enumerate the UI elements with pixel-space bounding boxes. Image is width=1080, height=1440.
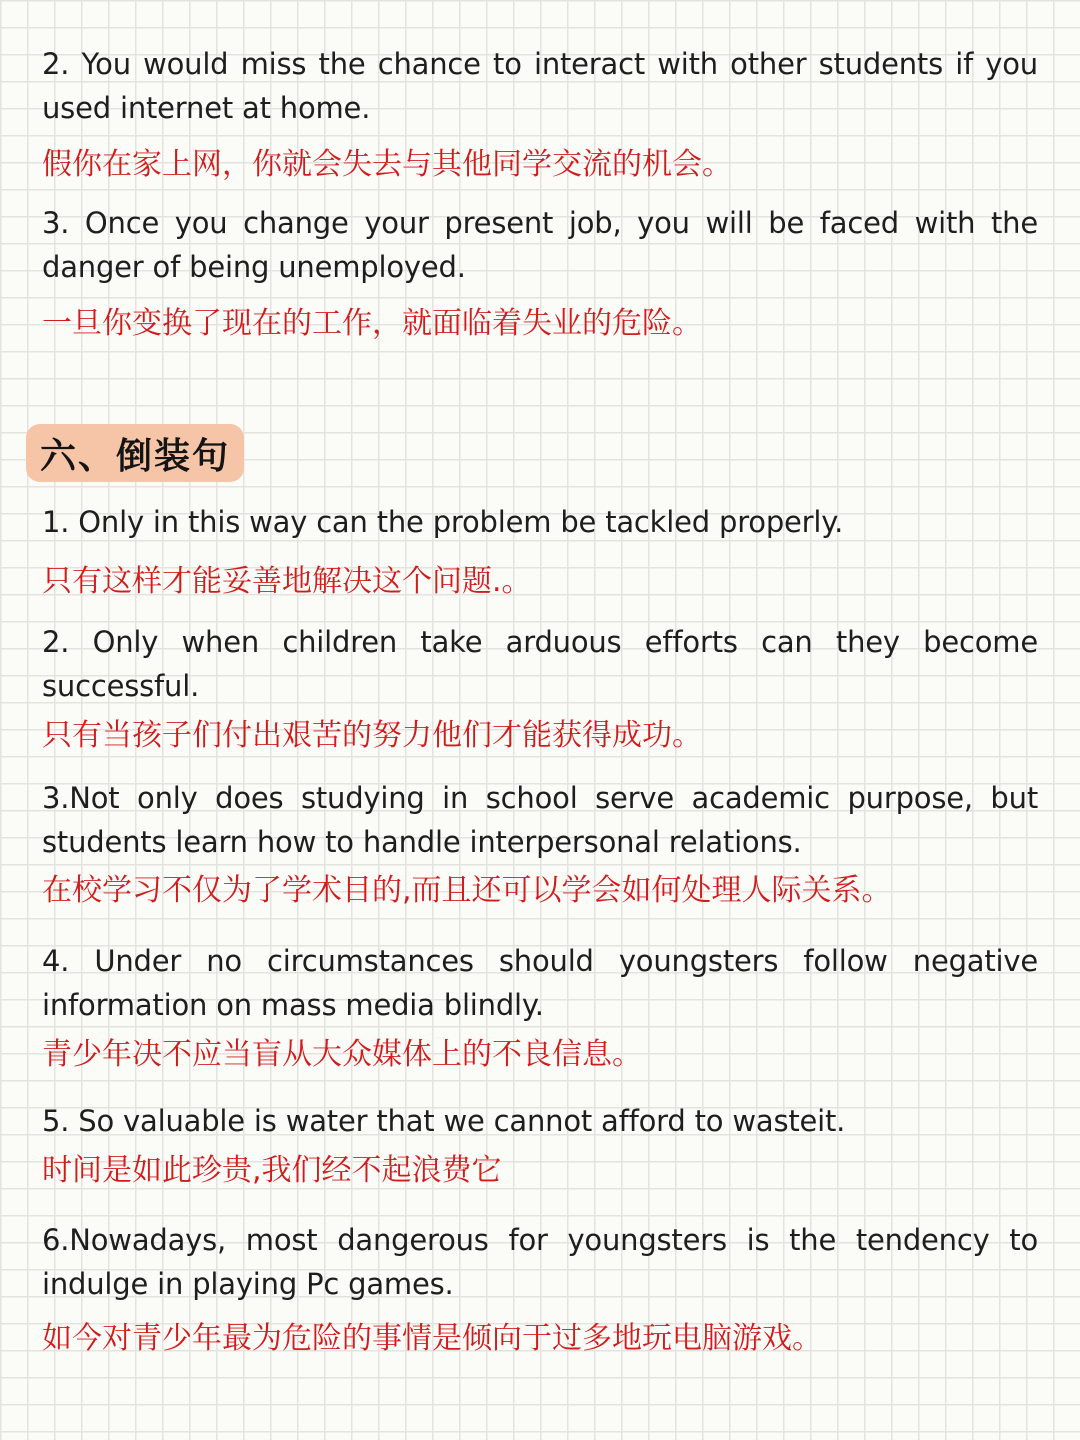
sentence-en: 1. Only in this way can the problem be tackled properly. (42, 505, 844, 539)
sentence-zh: 如今对青少年最为危险的事情是倾向于过多地玩电脑游戏。 (42, 1321, 822, 1356)
sentence-en: 3. Once you change your present job, you will be faced with the danger of being unemployed. (42, 206, 1038, 284)
sentence-en: 5. So valuable is water that we cannot afford to wasteit. (42, 1104, 846, 1138)
sentence-zh: 青少年决不应当盲从大众媒体上的不良信息。 (42, 1037, 642, 1072)
sentence-zh: 时间是如此珍贵,我们经不起浪费它 (42, 1153, 502, 1188)
sentence-zh: 假你在家上网，你就会失去与其他同学交流的机会。 (42, 147, 732, 182)
sentence-en: 2. You would miss the chance to interact with other students if you used internet at home. (42, 47, 1038, 125)
sentence-zh: 只有当孩子们付出艰苦的努力他们才能获得成功。 (42, 718, 702, 753)
sentence-en: 3.Not only does studying in school serve academic purpose, but students learn how to handle interpersonal relations. (42, 781, 1038, 859)
section-heading (26, 424, 244, 482)
sentence-en: 4. Under no circumstances should youngsters follow negative information on mass media blindly. (42, 944, 1038, 1022)
sentence-en: 2. Only when children take arduous efforts can they become successful. (42, 625, 1038, 703)
sentence-en: 6.Nowadays, most dangerous for youngsters is the tendency to indulge in playing Pc games. (42, 1223, 1038, 1301)
sentence-zh: 只有这样才能妥善地解决这个问题.。 (42, 564, 532, 599)
sentence-zh: 在校学习不仅为了学术目的,而且还可以学会如何处理人际关系。 (42, 873, 892, 908)
sentence-zh: 一旦你变换了现在的工作，就面临着失业的危险。 (42, 306, 702, 341)
section-heading-text: 六、倒装句 (40, 435, 231, 477)
